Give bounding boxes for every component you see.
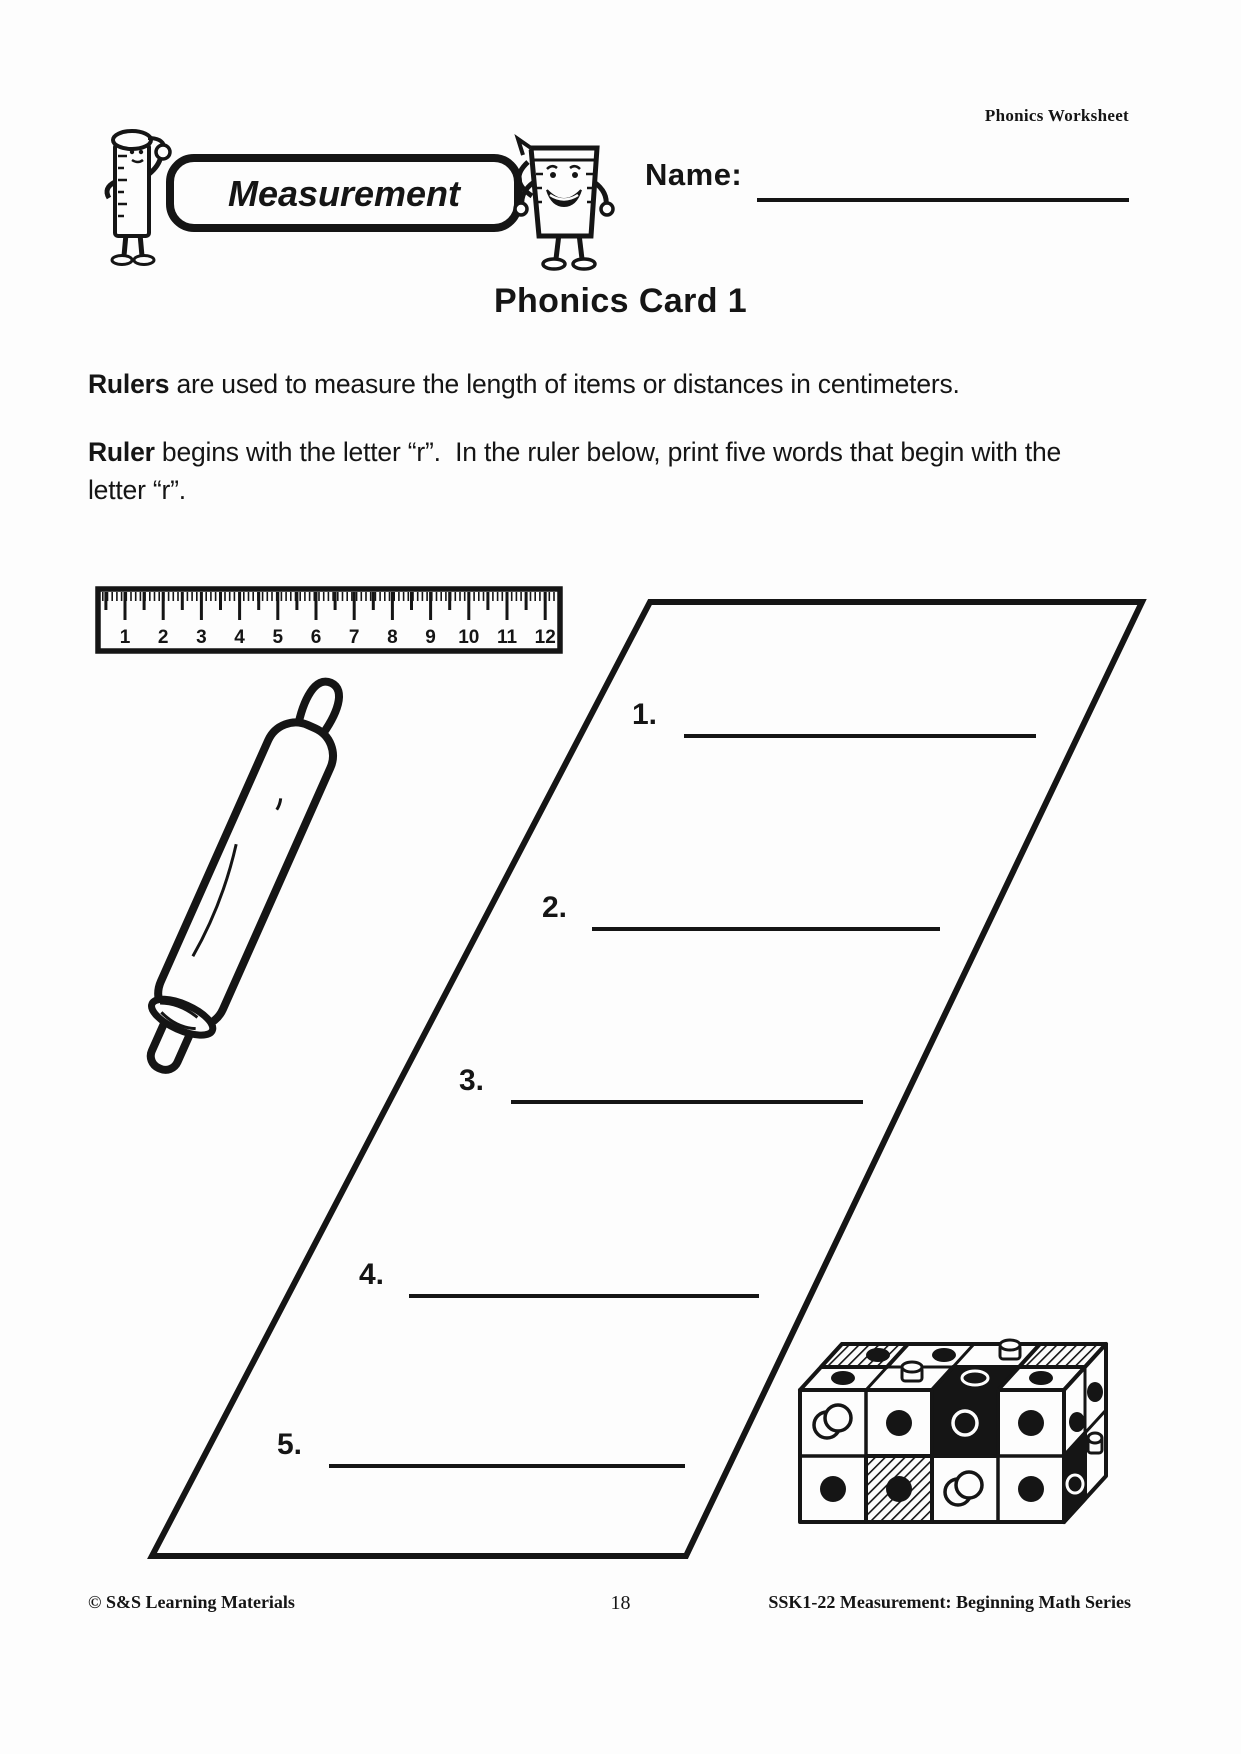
linking-cubes-icon (772, 1312, 1132, 1562)
ruler-number: 9 (425, 627, 436, 648)
answer-line-1[interactable] (684, 734, 1036, 738)
corner-label: Phonics Worksheet (984, 106, 1129, 125)
ruler-number: 7 (348, 627, 360, 648)
ruler-number: 1 (119, 627, 131, 648)
answer-line-4[interactable] (409, 1294, 759, 1298)
answer-number-1: 1. (632, 698, 658, 731)
ruler-mascot-icon (107, 131, 170, 265)
instruction-2 (88, 433, 1103, 509)
footer-series: SSK1-22 Measurement: Beginning Math Series (768, 1592, 1131, 1612)
ruler-number: 6 (310, 627, 322, 648)
measuring-cup-mascot-icon (515, 139, 613, 269)
ruler-number: 2 (157, 627, 169, 648)
instruction-2-lead: Ruler (88, 436, 155, 467)
ruler-number: 11 (496, 627, 518, 648)
page-title: Phonics Card 1 (493, 282, 748, 320)
rolling-pin-icon (108, 658, 358, 1148)
answer-number-5: 5. (277, 1428, 303, 1461)
instruction-2-text: begins with the letter “r”. In the ruler below, print five words that begin with the letter “r”. (88, 436, 1062, 505)
name-label: Name: (645, 157, 743, 192)
ruler-number: 5 (272, 627, 284, 648)
answer-line-3[interactable] (511, 1100, 863, 1104)
footer-page-number: 18 (610, 1592, 631, 1614)
measurement-banner (82, 112, 622, 277)
answer-number-3: 3. (459, 1064, 485, 1097)
instruction-1 (88, 365, 1103, 403)
instruction-1-lead: Rulers (88, 368, 170, 399)
name-input-line[interactable] (757, 198, 1129, 202)
ruler-number: 10 (458, 627, 480, 648)
answer-line-5[interactable] (329, 1464, 685, 1468)
instruction-1-text: are used to measure the length of items or distances in centimeters. (169, 368, 960, 399)
ruler-number: 8 (387, 627, 398, 648)
ruler-number: 3 (196, 627, 207, 648)
footer-copyright: © S&S Learning Materials (88, 1592, 295, 1612)
answer-number-2: 2. (542, 891, 568, 924)
ruler-number: 4 (234, 627, 245, 648)
ruler-number: 12 (534, 627, 556, 648)
banner-title: Measurement (227, 173, 461, 214)
answer-number-4: 4. (359, 1258, 385, 1291)
answer-line-2[interactable] (592, 927, 940, 931)
